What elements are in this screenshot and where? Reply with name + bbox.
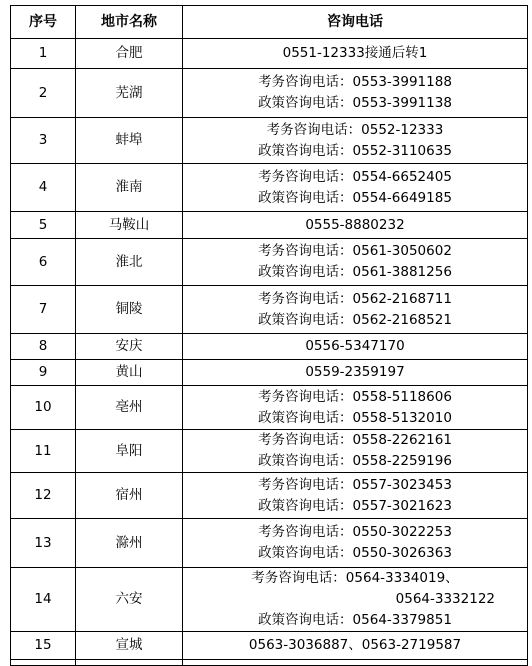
table-row: [11, 360, 528, 386]
phone-cell: [183, 334, 528, 360]
phone-line: 考务咨询电话：0550-3022253: [258, 524, 452, 540]
phone-line: 政策咨询电话：0550-3026363: [258, 545, 452, 561]
phone-cell: [183, 239, 528, 286]
phone-cell: [183, 118, 528, 164]
phone-line: 考务咨询电话：0564-3334019、: [251, 570, 459, 586]
phone-line: 政策咨询电话：0552-3110635: [258, 142, 452, 159]
row-number: 9: [11, 360, 76, 386]
city-name: 芜湖: [76, 69, 183, 118]
table-row: [11, 39, 528, 69]
phone-line: 政策咨询电话：0554-6649185: [258, 189, 452, 206]
row-number: 4: [11, 164, 76, 212]
city-name: 铜陵: [76, 286, 183, 334]
phone-line: 0559-2359197: [305, 364, 405, 380]
phone-line: 考务咨询电话：0552-12333: [266, 121, 444, 138]
phone-line-continued: 0564-3332122: [395, 591, 495, 607]
phone-cell: [183, 473, 528, 519]
row-number: 11: [11, 430, 76, 473]
row-number: 2: [11, 69, 76, 118]
phone-cell: [183, 660, 528, 666]
phone-line: 政策咨询电话：0557-3021623: [258, 497, 452, 514]
table-row: [11, 473, 528, 519]
phone-line: 政策咨询电话：0558-5132010: [258, 409, 452, 426]
row-number: 13: [11, 519, 76, 568]
phone-line: 政策咨询电话：0558-2259196: [258, 453, 452, 469]
city-name: 亳州: [76, 386, 183, 430]
row-number: 7: [11, 286, 76, 334]
phone-line: 政策咨询电话：0562-2168521: [258, 311, 452, 328]
table-row: [11, 286, 528, 334]
row-number: 5: [11, 212, 76, 239]
phone-cell: [183, 286, 528, 334]
phone-line: 政策咨询电话：0553-3991138: [258, 95, 452, 111]
city-name: [76, 660, 183, 666]
header-city: 地市名称: [76, 6, 183, 39]
table-row: [11, 386, 528, 430]
city-name: 滁州: [76, 519, 183, 568]
table-row: [11, 239, 528, 286]
phone-cell: [183, 386, 528, 430]
city-name: 宣城: [76, 632, 183, 660]
row-number: 3: [11, 118, 76, 164]
row-number: 14: [11, 568, 76, 632]
table-row: [11, 568, 528, 632]
header-no: 序号: [11, 6, 76, 39]
city-name: 蚌埠: [76, 118, 183, 164]
phone-line: 0563-3036887、0563-2719587: [248, 637, 462, 653]
row-number: 15: [11, 632, 76, 660]
row-number: 1: [11, 39, 76, 69]
phone-line: 考务咨询电话：0554-6652405: [258, 168, 452, 185]
header-phone: 咨询电话: [183, 6, 528, 39]
table-row: [11, 519, 528, 568]
phone-line: 考务咨询电话：0553-3991188: [258, 74, 452, 90]
row-number: 6: [11, 239, 76, 286]
phone-cell: [183, 568, 528, 632]
phone-line: 考务咨询电话：0558-2262161: [258, 432, 452, 448]
table-header-row: [11, 6, 528, 39]
city-name: 合肥: [76, 39, 183, 69]
table-row: [11, 334, 528, 360]
table-row-partial: [11, 660, 528, 666]
city-name: 马鞍山: [76, 212, 183, 239]
phone-cell: [183, 69, 528, 118]
phone-cell: [183, 164, 528, 212]
row-number: [11, 660, 76, 666]
city-name: 淮南: [76, 164, 183, 212]
row-number: 12: [11, 473, 76, 519]
table-row: [11, 69, 528, 118]
table-row: [11, 164, 528, 212]
phone-line: 政策咨询电话：0564-3379851: [258, 612, 452, 628]
phone-line: 政策咨询电话：0561-3881256: [258, 264, 452, 280]
phone-cell: [183, 430, 528, 473]
phone-line: 0551-12333接通后转1: [282, 45, 428, 61]
city-name: 安庆: [76, 334, 183, 360]
city-name: 六安: [76, 568, 183, 632]
table-row: [11, 212, 528, 239]
phone-line: 0555-8880232: [305, 216, 405, 233]
phone-line: 考务咨询电话：0558-5118606: [258, 388, 452, 405]
phone-cell: [183, 632, 528, 660]
phone-cell: [183, 360, 528, 386]
city-name: 宿州: [76, 473, 183, 519]
table-row: [11, 118, 528, 164]
row-number: 10: [11, 386, 76, 430]
city-name: 阜阳: [76, 430, 183, 473]
contact-table: [10, 5, 528, 666]
phone-cell: [183, 519, 528, 568]
phone-line: 0556-5347170: [305, 338, 405, 354]
row-number: 8: [11, 334, 76, 360]
phone-line: 考务咨询电话：0561-3050602: [258, 243, 452, 259]
table-row: [11, 430, 528, 473]
table-row: [11, 632, 528, 660]
phone-cell: [183, 39, 528, 69]
phone-cell: [183, 212, 528, 239]
city-name: 黄山: [76, 360, 183, 386]
phone-line: 考务咨询电话：0557-3023453: [258, 476, 452, 493]
phone-line: 考务咨询电话：0562-2168711: [258, 290, 452, 307]
city-name: 淮北: [76, 239, 183, 286]
